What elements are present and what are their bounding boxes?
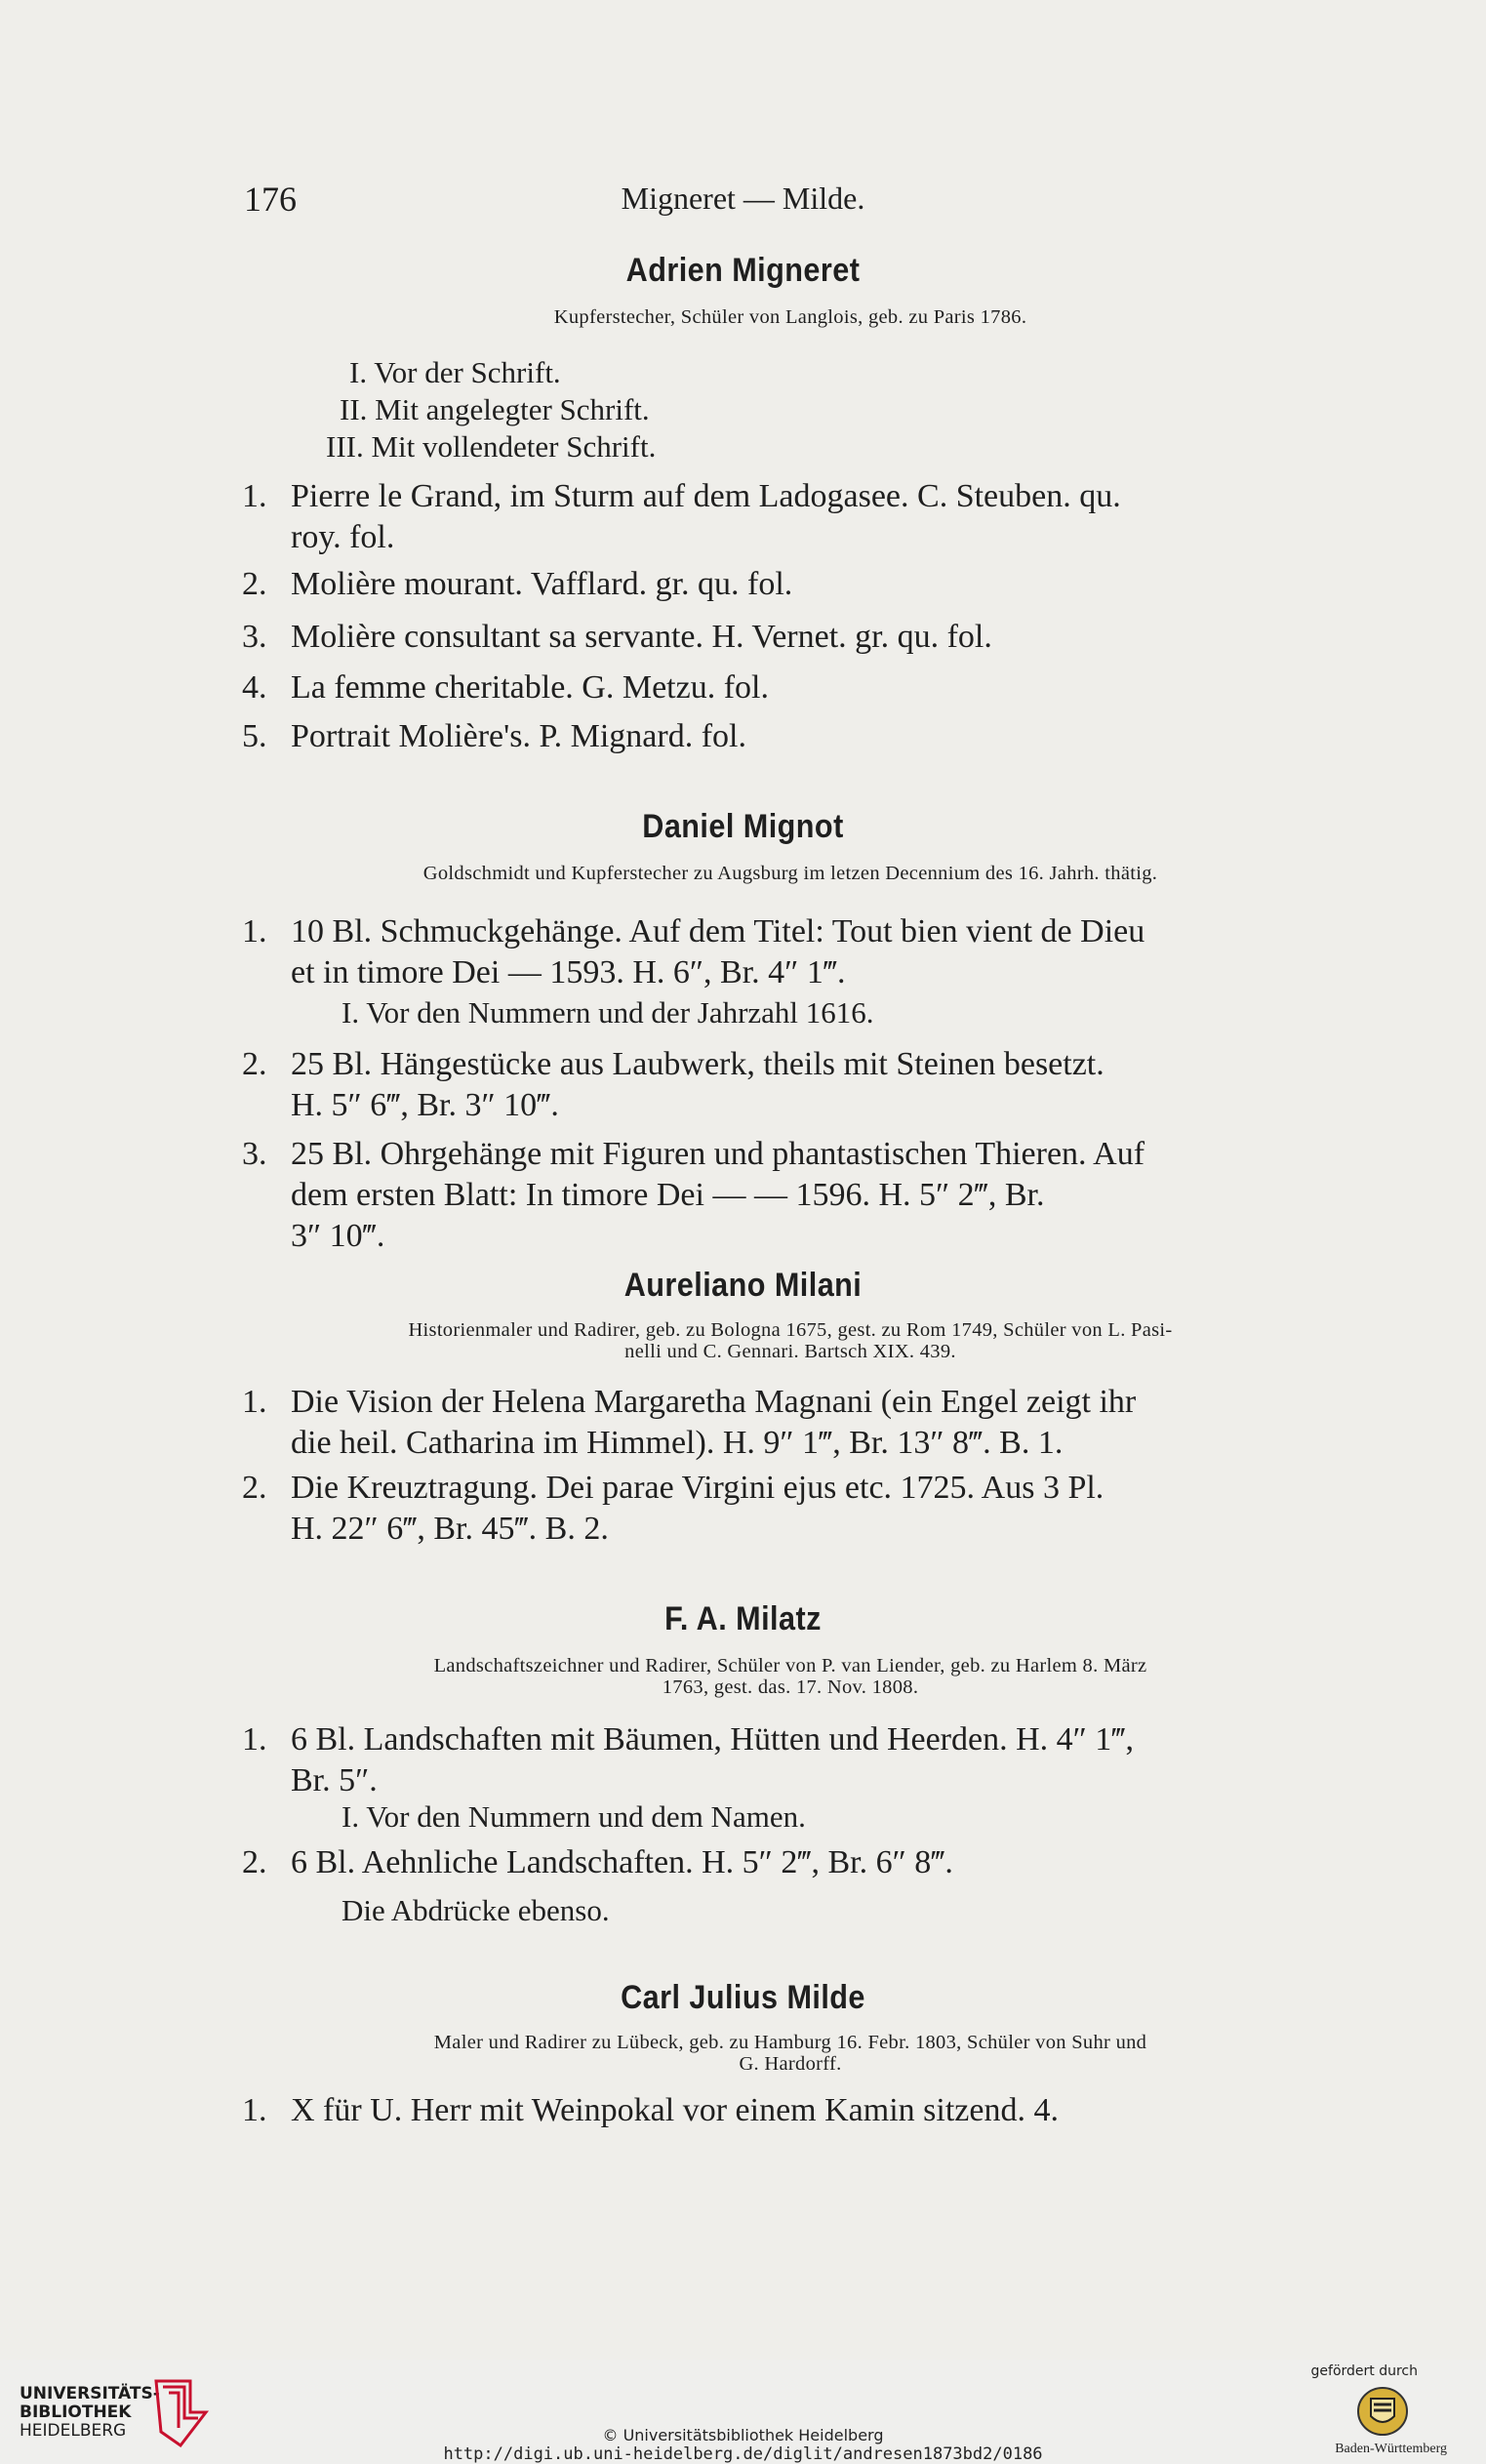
- entry-text: 25 Bl. Hängestücke aus Laubwerk, theils mit Steinen besetzt.: [291, 1046, 1104, 1082]
- permalink-url[interactable]: http://digi.ub.uni-heidelberg.de/diglit/andresen1873bd2/0186: [443, 2444, 1043, 2464]
- catalog-entry: [242, 2090, 1356, 2131]
- artist-bio-milde: Maler und Radirer zu Lübeck, geb. zu Hamburg 16. Febr. 1803, Schüler von Suhr und: [433, 2032, 1147, 2053]
- entry-number: 2.: [242, 1046, 267, 1082]
- entry-number: 1.: [242, 913, 267, 949]
- entry-note: I. Vor den Nummern und der Jahrzahl 1616.: [341, 995, 874, 1030]
- entry-number: 2.: [242, 566, 267, 602]
- library-name-line1: UNIVERSITÄTS-: [20, 2384, 160, 2403]
- catalog-entry: [242, 1382, 1356, 1464]
- catalog-entry: [242, 1842, 1356, 1883]
- artist-bio-milani-2: nelli und C. Gennari. Bartsch XIX. 439.: [624, 1341, 956, 1362]
- entry-continuation: dem ersten Blatt: In timore Dei — — 1596. H. 5″ 2‴, Br.: [291, 1177, 1045, 1213]
- entry-text: Molière consultant sa servante. H. Vernet. gr. qu. fol.: [291, 619, 992, 655]
- entry-continuation: 3″ 10‴.: [291, 1218, 385, 1254]
- artist-bio-migneret: Kupferstecher, Schüler von Langlois, geb. zu Paris 1786.: [553, 306, 1027, 328]
- entry-continuation: Br. 5″.: [291, 1762, 378, 1798]
- viewer-footer: [0, 2360, 1486, 2464]
- entry-text: 10 Bl. Schmuckgehänge. Auf dem Titel: Tout bien vient de Dieu: [291, 913, 1145, 949]
- entry-number: 3.: [242, 1136, 267, 1172]
- entry-number: 1.: [242, 478, 267, 514]
- entry-number: 1.: [242, 1721, 267, 1757]
- entry-number: 2.: [242, 1470, 267, 1506]
- entry-number: 4.: [242, 669, 267, 706]
- funded-by-label: gefördert durch: [1310, 2363, 1418, 2379]
- catalog-entry: [242, 1134, 1356, 1257]
- entry-continuation: H. 5″ 6‴, Br. 3″ 10‴.: [291, 1087, 559, 1123]
- artist-heading-milde: Carl Julius Milde: [621, 1979, 865, 2016]
- running-head: Migneret — Milde.: [621, 181, 865, 216]
- entry-text: Die Kreuztragung. Dei parae Virgini ejus etc. 1725. Aus 3 Pl.: [291, 1470, 1104, 1506]
- entry-number: 5.: [242, 718, 267, 754]
- entry-text: La femme cheritable. G. Metzu. fol.: [291, 669, 769, 706]
- entry-continuation: die heil. Catharina im Himmel). H. 9″ 1‴, Br. 13″ 8‴. B. 1.: [291, 1425, 1064, 1461]
- state-line: I. Vor der Schrift.: [349, 355, 561, 389]
- artist-heading-milani: Aureliano Milani: [623, 1267, 863, 1304]
- entry-text: X für U. Herr mit Weinpokal vor einem Kamin sitzend. 4.: [291, 2092, 1059, 2128]
- entry-number: 2.: [242, 1844, 267, 1880]
- entry-text: 6 Bl. Aehnliche Landschaften. H. 5″ 2‴, Br. 6″ 8‴.: [291, 1844, 953, 1880]
- funder-name: Baden-Württemberg: [1335, 2442, 1447, 2456]
- state-line: II. Mit angelegter Schrift.: [340, 392, 650, 426]
- entry-text: 25 Bl. Ohrgehänge mit Figuren und phantastischen Thieren. Auf: [291, 1136, 1145, 1172]
- catalog-entry: [242, 716, 1356, 757]
- artist-bio-milatz-2: 1763, gest. das. 17. Nov. 1808.: [662, 1676, 919, 1698]
- artist-heading-migneret: Adrien Migneret: [625, 252, 861, 289]
- catalog-entry: [242, 1468, 1356, 1550]
- catalog-entry: [242, 1044, 1356, 1126]
- entry-note: Die Abdrücke ebenso.: [341, 1893, 610, 1927]
- artist-bio-mignot: Goldschmidt und Kupferstecher zu Augsburg im letzen Decennium des 16. Jahrh. thätig.: [422, 863, 1158, 884]
- entry-note: I. Vor den Nummern und dem Namen.: [341, 1799, 806, 1834]
- entry-continuation: H. 22″ 6‴, Br. 45‴. B. 2.: [291, 1511, 609, 1547]
- page-number: 176: [244, 180, 297, 219]
- entry-text: 6 Bl. Landschaften mit Bäumen, Hütten und Heerden. H. 4″ 1‴,: [291, 1721, 1134, 1757]
- catalog-entry: [242, 617, 1356, 658]
- artist-bio-milani: Historienmaler und Radirer, geb. zu Bologna 1675, gest. zu Rom 1749, Schüler von L. Pasi-: [408, 1319, 1173, 1341]
- catalog-entry: [242, 667, 1356, 708]
- catalog-entry: [242, 911, 1356, 993]
- baden-wuerttemberg-crest-icon: [1355, 2385, 1410, 2438]
- catalog-entry: [242, 564, 1356, 605]
- artist-bio-milatz: Landschaftszeichner und Radirer, Schüler von P. van Liender, geb. zu Harlem 8. März: [433, 1655, 1147, 1676]
- entry-continuation: et in timore Dei — 1593. H. 6″, Br. 4″ 1‴.: [291, 954, 846, 990]
- state-line: III. Mit vollendeter Schrift.: [326, 429, 657, 464]
- entry-number: 1.: [242, 1384, 267, 1420]
- entry-text: Portrait Molière's. P. Mignard. fol.: [291, 718, 746, 754]
- artist-heading-milatz: F. A. Milatz: [664, 1600, 822, 1637]
- entry-text: Molière mourant. Vafflard. gr. qu. fol.: [291, 566, 793, 602]
- entry-number: 3.: [242, 619, 267, 655]
- entry-number: 1.: [242, 2092, 267, 2128]
- library-name-line3: HEIDELBERG: [20, 2421, 127, 2441]
- artist-bio-milde-2: G. Hardorff.: [739, 2053, 842, 2075]
- entry-continuation: roy. fol.: [291, 519, 395, 555]
- copyright-notice: © Universitätsbibliothek Heidelberg: [602, 2426, 884, 2444]
- entry-text: Pierre le Grand, im Sturm auf dem Ladogasee. C. Steuben. qu.: [291, 478, 1121, 514]
- entry-text: Die Vision der Helena Margaretha Magnani (ein Engel zeigt ihr: [291, 1384, 1137, 1420]
- artist-heading-mignot: Daniel Mignot: [642, 808, 844, 845]
- library-name-line2: BIBLIOTHEK: [20, 2403, 132, 2422]
- catalog-entry: [242, 476, 1356, 558]
- catalog-entry: [242, 1719, 1356, 1801]
